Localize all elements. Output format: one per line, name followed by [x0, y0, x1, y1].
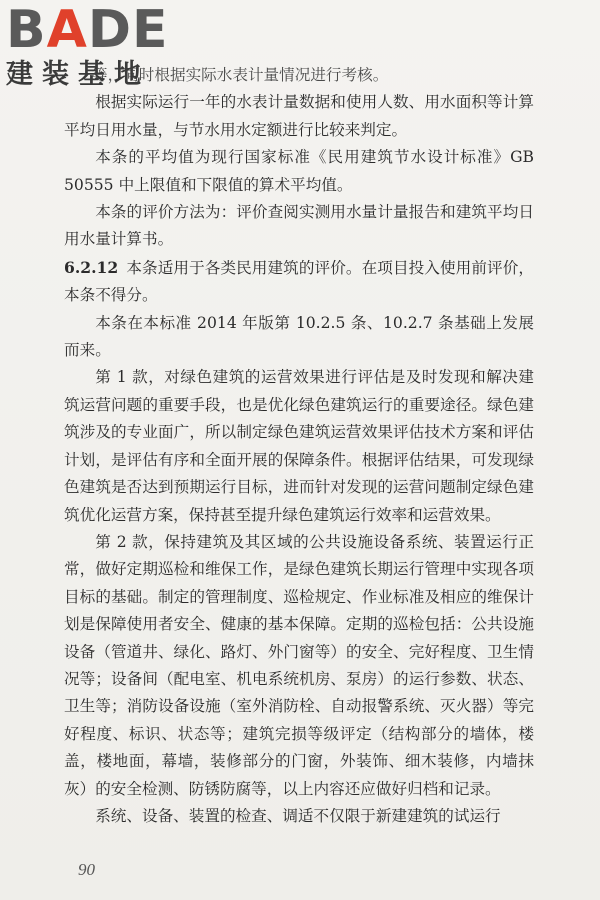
paragraph: 本条在本标准 2014 年版第 10.2.5 条、10.2.7 条基础上发展而来。 — [64, 313, 534, 360]
paragraph: 系统、设备、装置的检查、调适不仅限于新建建筑的试运行 — [95, 806, 501, 825]
logo-subtitle: 建装基地 — [6, 59, 150, 90]
bade-logo — [6, 0, 176, 94]
paragraph: 第 1 款，对绿色建筑的运营效果进行评估是及时发现和解决建筑运营问题的重要手段，也是优化绿色建筑运行的重要途径。绿色建筑涉及的专业面广，所以制定绿色建筑运营效果评估技术方案和评估计划，是评估有序和全面开展的保障条件。根据评估结果，可发现绿色建筑是否达到预期运行目标，进而针对发现的运营问题制定绿色建筑优化运营方案，保持甚至提升绿色建筑运行效率和运营效果。 — [64, 368, 534, 524]
page-number: 90 — [78, 860, 95, 879]
paragraph: 根据实际运行一年的水表计量数据和使用人数、用水面积等计算平均日用水量，与节水用水定额进行比较来判定。 — [64, 93, 534, 139]
paragraph: 第 2 款，保持建筑及其区域的公共设施设备系统、装置运行正常，做好定期巡检和维保工作，是绿色建筑长期运行管理中实现各项目标的基础。制定的管理制度、巡检规定、作业标准及相应的维保计划是保障使用者安全、健康的基本保障。定期的巡检包括：公共设施设备（管道井、绿化、路灯、外门窗等）的安全、完好程度、卫生情况等；设备间（配电室、机电系统机房、泵房）的运行参数、状态、卫生等；消防设备设施（室外消防栓、自动报警系统、灭火器）等完好程度、标识、状态等；建筑完损等级评定（结构部分的墙体，楼盖，楼地面，幕墙，装修部分的门窗，外装饰、细木装修，内墙抹灰）的安全检测、防锈防腐等，以上内容还应做好归档和记录。 — [64, 532, 534, 798]
page-body — [64, 62, 534, 830]
clause-number: 6.2.12 — [64, 257, 119, 277]
paragraph: 本条的平均值为现行国家标准《民用建筑节水设计标准》GB 50555 中上限值和下限值的算术平均值。 — [64, 148, 534, 194]
logo-wordmark: BADE — [6, 0, 169, 60]
clause-text: 本条适用于各类民用建筑的评价。在项目投入使用前评价，本条不得分。 — [64, 258, 534, 305]
paragraph-continuation: 等，同时根据实际水表计量情况进行考核。 — [92, 66, 389, 84]
clause-paragraph — [64, 254, 534, 310]
paragraph: 本条的评价方法为：评价查阅实测用水量计量报告和建筑平均日用水量计算书。 — [64, 203, 534, 249]
